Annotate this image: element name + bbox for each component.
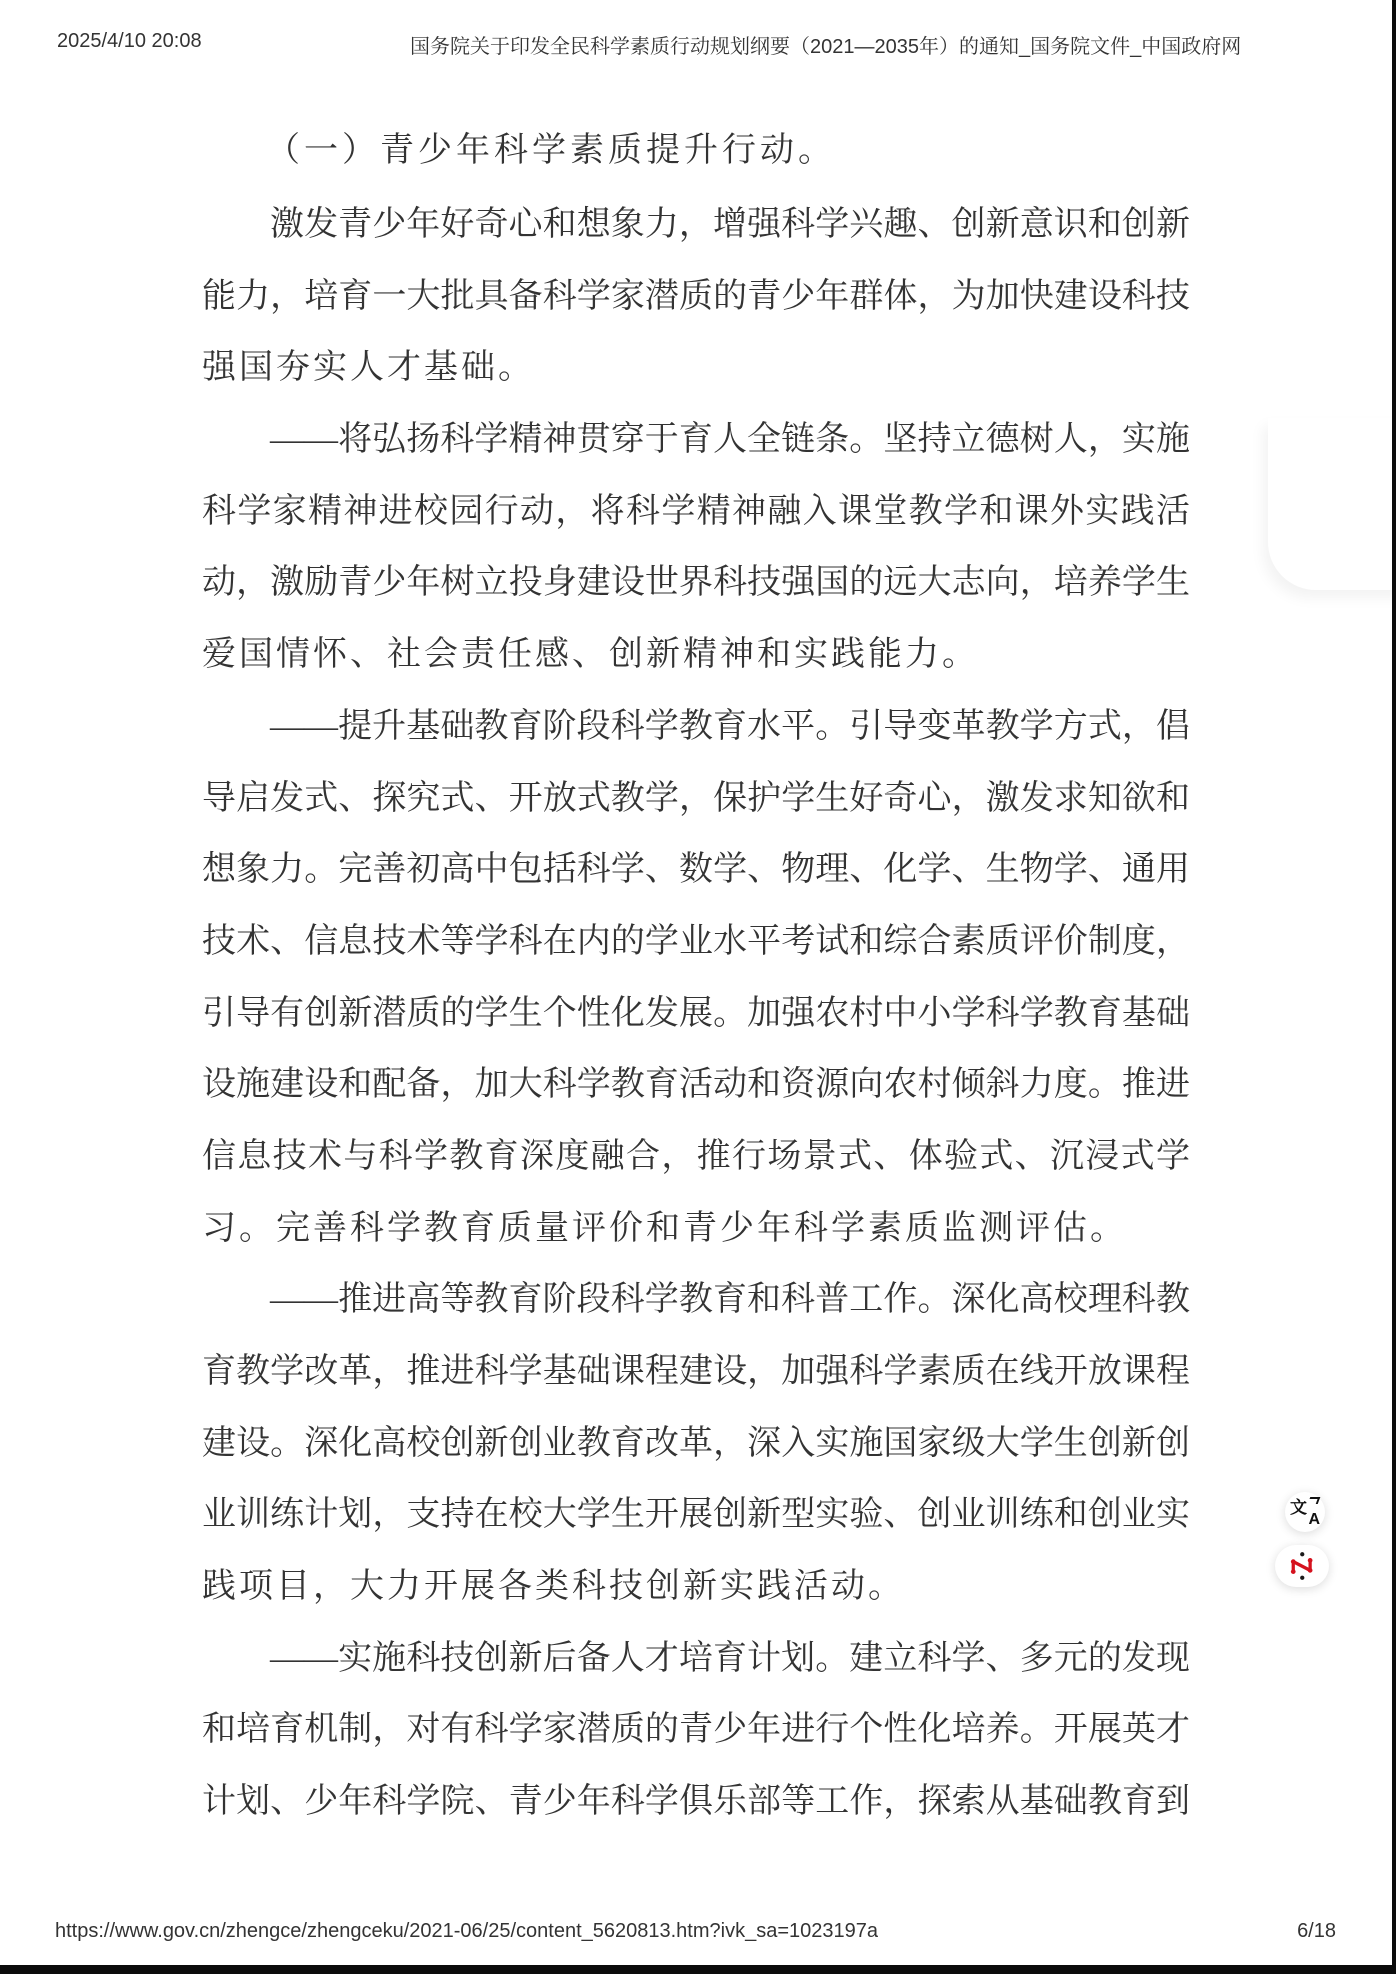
window-bottom-edge (0, 1965, 1396, 1974)
text-line: ——将弘扬科学精神贯穿于育人全链条。坚持立德树人，实施 (270, 421, 1190, 459)
text-line: 导启发式、探究式、开放式教学，保护学生好奇心，激发求知欲和 (202, 779, 1190, 817)
text-line: 动，激励青少年树立投身建设世界科技强国的远大志向，培养学生 (202, 564, 1190, 602)
print-footer-url: https://www.gov.cn/zhengce/zhengceku/2021-06/25/content_5620813.htm?ivk_sa=1023197a (55, 1920, 878, 1942)
section-heading: （一）青少年科学素质提升行动。 (266, 132, 836, 169)
document-page (202, 112, 1190, 1838)
text-line: 激发青少年好奇心和想象力，增强科学兴趣、创新意识和创新 (270, 206, 1190, 243)
window-right-edge (1392, 0, 1396, 1974)
text-line: 强国夯实人才基础。 (202, 349, 535, 387)
text-line: 科学家精神进校园行动，将科学精神融入课堂教学和课外实践活 (202, 492, 1190, 530)
text-line: ——实施科技创新后备人才培育计划。建立科学、多元的发现 (270, 1639, 1190, 1677)
text-line: ——提升基础教育阶段科学教育水平。引导变革教学方式，倡 (270, 707, 1190, 745)
text-line: 习。完善科学教育质量评价和青少年科学素质监测评估。 (202, 1209, 1127, 1247)
text-line: 技术、信息技术等学科在内的学业水平考试和综合素质评价制度， (202, 922, 1190, 960)
print-footer-page-number: 6/18 (1297, 1920, 1336, 1942)
text-line: 信息技术与科学教育深度融合，推行场景式、体验式、沉浸式学 (202, 1137, 1190, 1175)
text-line: 建设。深化高校创新创业教育改革，深入实施国家级大学生创新创 (202, 1424, 1190, 1462)
faint-floating-panel-edge (1268, 418, 1396, 590)
extension-logo-button[interactable] (1275, 1545, 1329, 1587)
text-line: 育教学改革，推进科学基础课程建设，加强科学素质在线开放课程 (202, 1353, 1190, 1390)
print-header-timestamp: 2025/4/10 20:08 (57, 30, 202, 52)
text-line: 和培育机制，对有科学家潜质的青少年进行个性化培养。开展英才 (202, 1711, 1190, 1749)
text-line: 设施建设和配备，加大科学教育活动和资源向农村倾斜力度。推进 (202, 1066, 1190, 1104)
logo-n-icon (1287, 1551, 1317, 1581)
translate-button[interactable] (1285, 1492, 1325, 1532)
text-line: 计划、少年科学院、青少年科学俱乐部等工作，探索从基础教育到 (202, 1783, 1190, 1821)
text-line: 爱国情怀、社会责任感、创新精神和实践能力。 (202, 636, 979, 674)
text-line: 能力，培育一大批具备科学家潜质的青少年群体，为加快建设科技 (202, 277, 1190, 315)
text-line: ——推进高等教育阶段科学教育和科普工作。深化高校理科教 (270, 1281, 1190, 1319)
text-line: 想象力。完善初高中包括科学、数学、物理、化学、生物学、通用 (202, 851, 1190, 889)
print-header-title: 国务院关于印发全民科学素质行动规划纲要（2021—2035年）的通知_国务院文件_中国政府网 (410, 36, 1242, 58)
text-line: 引导有创新潜质的学生个性化发展。加强农村中小学科学教育基础 (202, 994, 1190, 1032)
text-line: 业训练计划，支持在校大学生开展创新型实验、创业训练和创业实 (202, 1496, 1190, 1534)
text-line: 践项目，大力开展各类科技创新实践活动。 (202, 1568, 905, 1606)
translate-icon: 文 A (1290, 1498, 1320, 1528)
